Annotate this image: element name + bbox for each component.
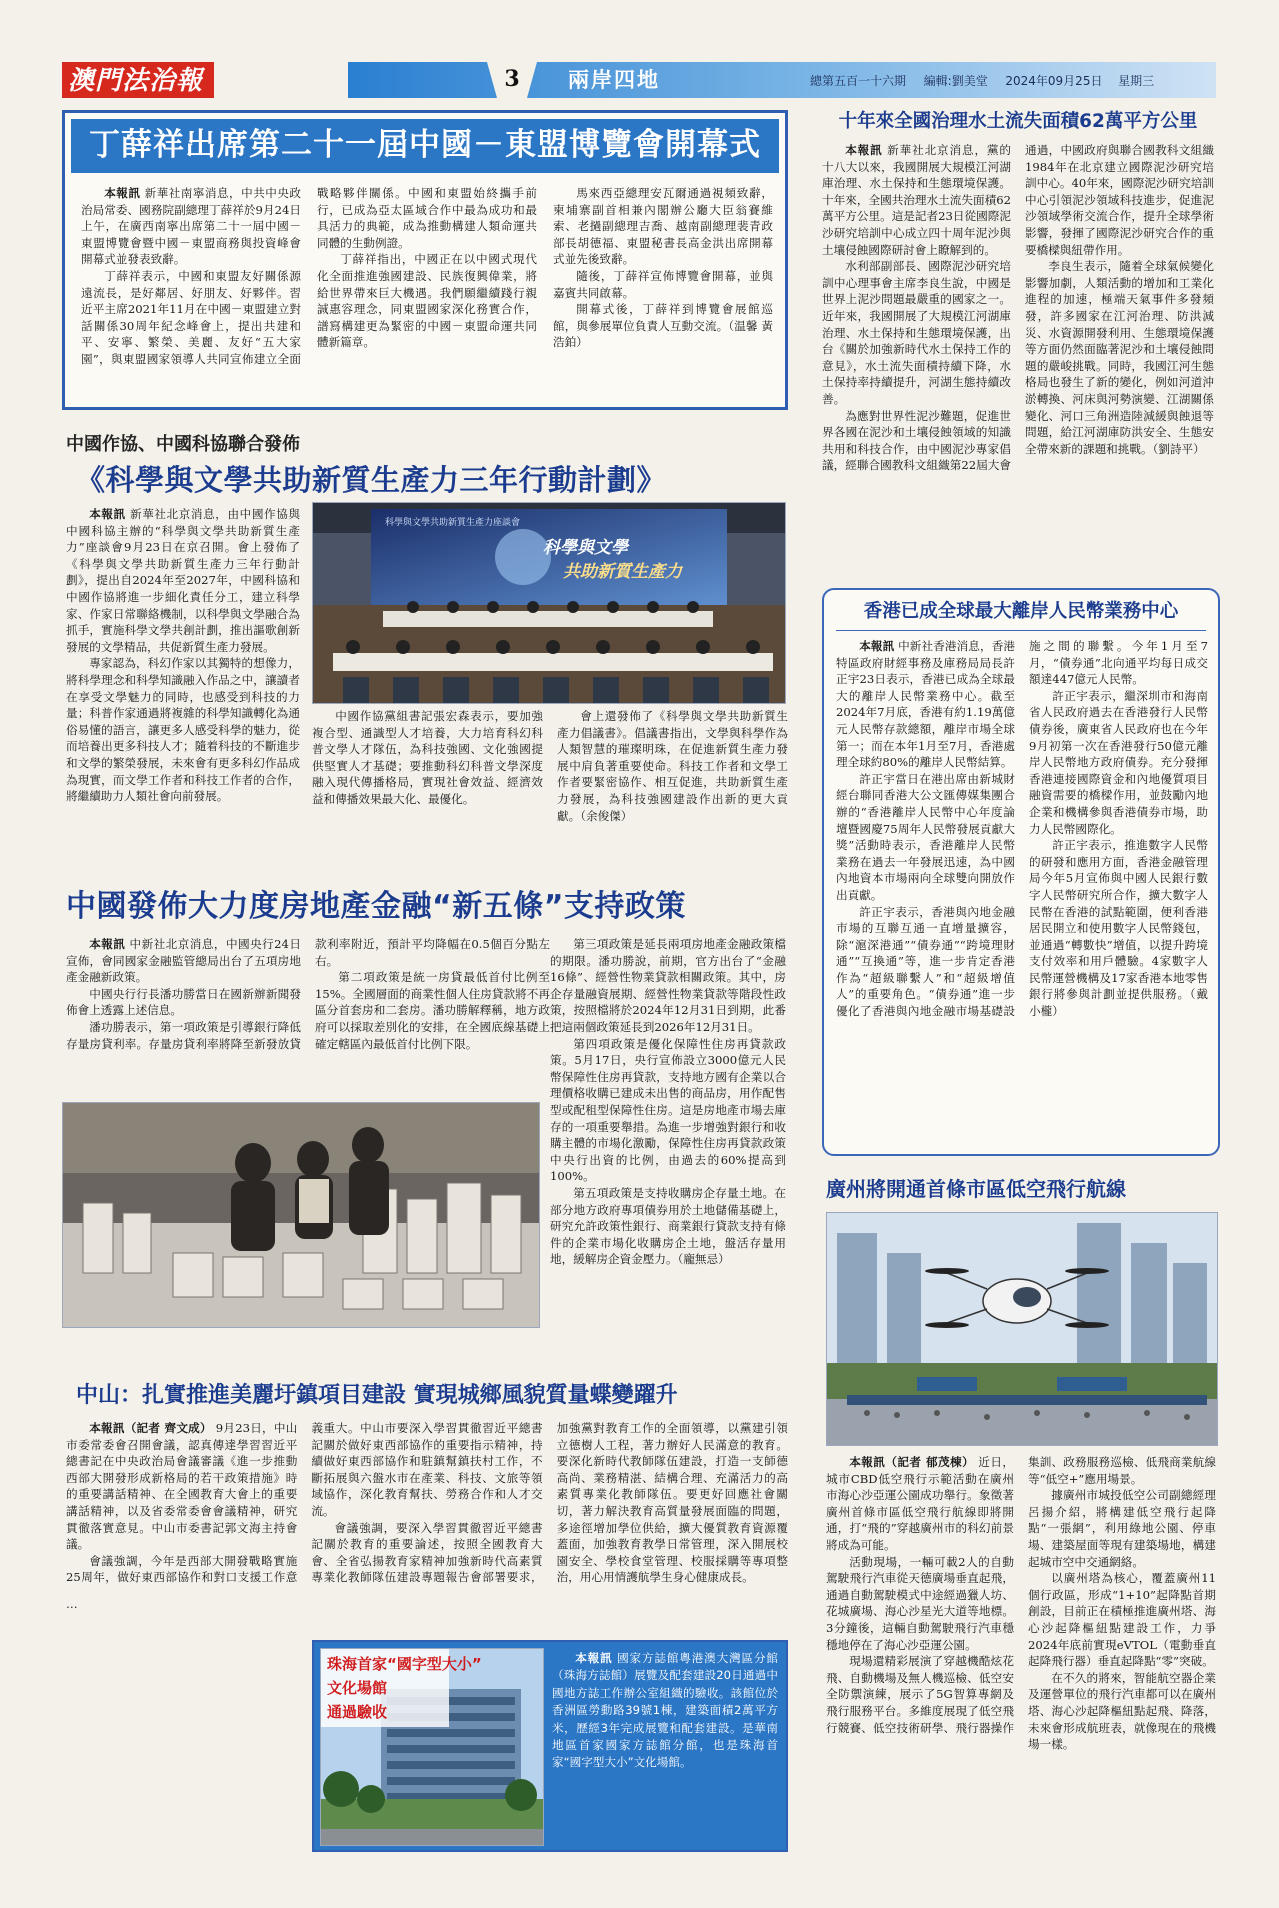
article-title: 《科學與文學共助新質生產力三年行動計劃》 [76, 463, 667, 497]
paragraph: 潘功勝表示，第一項政策是引導銀行降低存量房貸利率。存量房貸利率將降至新發放貸款利率附近，預計平均降幅在0.5個百分點左右。 [66, 937, 550, 1051]
title-underline [836, 630, 1206, 631]
article-body [826, 1454, 1216, 1852]
article-title: 十年來全國治理水土流失面積62萬平方公里 [838, 111, 1198, 132]
article-body [81, 185, 773, 401]
paragraph: 許正宇表示，繼深圳市和海南省人民政府過去在香港發行人民幣債券後，廣東省人民政府也在今年9月初第一次在香港發行50億元離岸人民幣地方政府債券。充分發揮香港連接國際資金和內地優質項目融資需要的橋樑作用，並鼓勵內地企業和機構參與香港債券市場，助力人民幣國際化。 [1029, 688, 1208, 836]
paragraph: 第二項政策是統一房貸最低首付比例至15%。全國層面的商業性個人住房貸款將不再區分首套房和二套房。潘功勝解釋稱，地方政府可以採取差別化的安排，在全國底線基礎上確定轄區內最低首付比例下限。 [315, 970, 550, 1051]
masthead-logo-text: 澳門法治報 [68, 66, 204, 96]
article-title: 廣州將開通首條市區低空飛行航線 [826, 1177, 1126, 1201]
page-number: 3 [504, 66, 520, 92]
article-body [836, 638, 1208, 1150]
paragraph: 許正宇表示，推進數字人民幣的研發和應用方面，香港金融管理局今年5月宣佈與中國人民銀行數字人民幣研究所合作，擴大數字人民幣在香港的試點範圍，便利香港居民開立和使用數字人民幣錢包，並通過“轉數快”增值，以提升跨境支付效率和用戶體驗。4家數字人民幣運營機構及17家香港本地零售銀行將參與計劃並提供服務。（戴小櫳） [1029, 838, 1208, 1019]
paragraph: 許正宇當日在港出席由新城財經台聯同香港大公文匯傳媒集團合辦的“香港離岸人民幣中心年度論壇暨國慶75周年人民幣發展貢獻大獎”活動時表示，香港離岸人民幣業務在過去一年發展迅速，為中國內地資本市場兩向全球雙向開放作出貢獻。 [836, 771, 1015, 902]
article-body [822, 142, 1214, 566]
sales-office-photo [62, 1102, 540, 1328]
paragraph: 隨後，丁薛祥宣佈博覽會開幕，並與嘉賓共同啟幕。 [553, 268, 773, 300]
masthead-info [810, 72, 1216, 90]
article-title: 中山：扎實推進美麗圩鎮項目建設 實現城鄉風貌質量蝶變躍升 [76, 1383, 678, 1408]
article-science-literature [62, 428, 788, 840]
conference-photo [312, 502, 786, 704]
article-ding-xuexiang [62, 110, 788, 410]
article-hk-offshore-rmb [822, 588, 1220, 1156]
paragraph: 為應對世界性泥沙難題，促進世界各國在泥沙和土壤侵蝕領域的知識共用和科技合作，由中國泥沙專家倡議，經聯合國教科文組織第22屆大會通過，中國政府與聯合國教科文組織1984年在北京建立國際泥沙研究培訓中心。40年來，國際泥沙研究培訓中心引領泥沙領域科技進步，促進泥沙領域學術交流合作，提升全球學術影響，發揮了國際泥沙研究合作的重要橋樑與紐帶作用。 [822, 143, 1214, 473]
paragraph: 在不久的將來，智能航空器企業及運營單位的飛行汽車都可以在廣州塔、海心沙起降樞紐點起飛、降落，未來會形成航班表，就像現在的飛機場一樣。 [1028, 1670, 1216, 1752]
paragraph: 中國作協黨組書記張宏森表示，要加強複合型、通識型人才培養，大力培育科幻科普文學人才隊伍，為科技強國、文化強國提供堅實人才基礎；要推動科幻科普文學深度融入現代傳播格局，實現社會效益、經濟效益和傳播效果最大化、最優化。 [312, 709, 543, 806]
screen-banner: 科學與文學共助新質生產力座談會 [385, 518, 521, 528]
article-body [552, 1650, 778, 1844]
section-name: 兩岸四地 [568, 68, 660, 92]
paragraph: 丁薛祥表示，中國和東盟友好關係源遠流長，是好鄰居、好朋友、好夥伴。習近平主席2021年11月在中國－東盟建立對話關係30周年紀念峰會上，提出共建和平、安寧、繁榮、美麗、友好“五大家園”，與東盟國家領導人共同宣佈建立全面戰略夥伴關係。中國和東盟始終攜手前行，已成為亞太區域合作中最為成功和最具活力的典範，成為推動構建人類命運共同體的生動例證。 [81, 186, 537, 366]
paragraph: 第四項政策是優化保障性住房再貸款政策。5月17日，央行宣佈設立3000億元人民幣保障性住房再貸款，支持地方國有企業以合理價格收購已建成未出售的商品房，用作配售型或配租型保障性住房。這是房地產市場去庫存的一項重要舉措。為進一步增強對銀行和收購主體的市場化激勵，保障性住房再貸款政策中央行出資的比例，由過去的60%提高到100%。 [550, 1036, 786, 1184]
paragraph: 現場還精彩展演了穿越機酷炫花飛、自動機場及無人機巡檢、低空安全防禦演練，展示了5G智算專網及飛行服務平台。多維度展現了低空飛行競賽、低空技術研學、飛行器操作集訓、政務服務巡檢、低飛商業航線等“低空+”應用場景。 [826, 1455, 1216, 1735]
paragraph: 許正宇表示，香港與內地金融市場的互聯互通一直增量擴容，除“滬深港通”“債券通”“跨境理財通”“互換通”等，進一步肯定香港作為“超級聯繫人”和“超級增值人”的重要角色。“債券通”進一步優化了香港與內地金融市場基礎設施之間的聯繫。今年1月至7月，“債券通”北向通平均每日成交額達447億元人民幣。 [836, 639, 1208, 1019]
article-kicker: 中國作協、中國科協聯合發佈 [66, 434, 300, 455]
article-real-estate-policy [62, 886, 788, 1364]
paragraph: 第五項政策是支持收購房企存量土地。在部分地方政府專項債券用於土地儲備基礎上，研究允許政策性銀行、商業銀行貸款支持有條件的企業市場化收購房企土地，盤活存量用地，緩解房企資金壓力。（龐無忌） [550, 1185, 786, 1267]
paragraph: 會上還發佈了《科學與文學共助新質生產力倡議書》。倡議書指出，文學與科學作為人類智慧的璀璨明珠，在促進新質生產力發展中肩負著重要使命。科技工作者和文學工作者要緊密協作、相互促進，共助新質生產力發展，為科技強國建設作出新的更大貢獻。（余俊傑） [557, 709, 788, 823]
paragraph: 本報訊（記者 郁茂棟） 近日，城市CBD低空飛行示範活動在廣州市海心沙亞運公園成功舉行。象徵著廣州首條市區低空飛行航線即將開通，打“飛的”穿越廣州市的科幻前景將成為可能。 [826, 1455, 1014, 1552]
paragraph: 中國央行行長潘功勝當日在國新辦新聞發佈會上透露上述信息。 [66, 986, 301, 1018]
editor: 編輯:劉美堂 [923, 74, 988, 88]
masthead [62, 62, 1216, 100]
paragraph: 第三項政策是延長兩項房地產金融政策檔的期限。潘功勝說，前期，官方出台了“金融16條”、經營性物業貸款相關政策。其中，房企存量融資展期、經營性物業貸款等階段性政策，按照檔將於2024年12月31日到期，此番把這兩個政策延長到2026年12月31日。 [550, 937, 786, 1034]
issue-number: 總第五百一十六期 [810, 74, 907, 88]
article-zhuhai-museum [312, 1640, 788, 1852]
article-body-right [550, 936, 786, 1364]
paragraph: … [66, 1597, 78, 1611]
article-title: 香港已成全球最大離岸人民幣業務中心 [863, 601, 1179, 622]
paragraph: 開幕式後，丁薛祥到博覽會展館巡館，與參展單位負責人互動交流。（温馨 黃浩鉑） [553, 302, 773, 350]
flying-car-photo [826, 1212, 1218, 1446]
conference-scene [313, 503, 785, 703]
paragraph: 本報訊 新華社北京消息，由中國作協與中國科協主辦的“科學與文學共助新質生產力”座談會9月23日在京召開。會上發佈了《科學與文學共助新質生產力三年行動計劃》，提出自2024年至2027年，中國科協和中國作協將進一步細化責任分工，建立科學家、作家日常聯絡機制，以科學與文學融合為抓手，實施科學文學共創計劃，推出謳歌創新發展的文學精品，共促新質生產力發展。 [66, 507, 300, 654]
article-guangzhou-low-altitude [822, 1174, 1220, 1854]
paragraph: 本報訊 國家方誌館粵港澳大灣區分館（珠海方誌館）展覽及配套建設20日通過中國地方誌工作辦公室組織的驗收。該館位於香洲區勞動路39號1棟，建築面積2萬平方米，歷經3年完成展覽和配套建設。是華南地區首家國家方誌館分館，也是珠海首家“國字型大小”文化場館。 [552, 1651, 778, 1770]
housing-model-scene [63, 1103, 539, 1327]
paragraph: 活動現場，一輛可載2人的自動駕駛飛行汽車從天德廣場垂直起飛，通過自動駕駛模式中途經過獵人坊、花城廣場、海心沙星光大道等地標。3分鐘後，這輛自動駕駛飛行汽車穩穩地停在了海心沙亞運公園。 [826, 1554, 1014, 1652]
weekday: 星期三 [1118, 74, 1155, 88]
museum-photo [320, 1648, 544, 1846]
paragraph: 會議強調，今年是西部大開發戰略實施25周年，做好東西部協作和對口支援工作意義重大。中山市要深入學習貫徹習近平總書記關於做好東西部協作的重要指示精神，持續做好東西部協作和駐鎮幫鎮扶村工作，不斷拓展與六盤水市在產業、科技、文旅等領域協作，深化教育幫扶、勞務合作和人才交流。 [66, 1421, 543, 1585]
museum-caption-2: 文化場館 [327, 1679, 388, 1697]
museum-caption-3: 通過驗收 [327, 1703, 388, 1721]
article-body-right [312, 708, 788, 838]
article-body-left [66, 1596, 300, 1856]
article-body-top [66, 1420, 788, 1594]
paragraph: 專家認為，科幻作家以其獨特的想像力，將科學理念和科學知識融入作品之中，讓讀者在享受文學魅力的同時，也感受到科技的力量；科普作家通過將複雜的科學知識轉化為通俗易懂的語言，讓更多人感受科學的魅力，從而培養出更多科技人才；隨着科技的不斷進步和文學的繁榮發展，未來會有更多科幻作品成為現實，而文學工作者和科技工作者的合作，將繼續助力人類社會向前發展。 [66, 656, 300, 804]
article-title: 丁薛祥出席第二十一屆中國－東盟博覽會開幕式 [89, 127, 761, 163]
flying-car-scene [827, 1213, 1217, 1445]
paragraph: 本報訊 中新社北京消息，中國央行24日宣佈，會同國家金融監管總局出台了五項房地產金融新政策。 [66, 937, 301, 985]
paragraph: 丁薛祥指出，中國正在以中國式現代化全面推進強國建設、民族復興偉業，將給世界帶來巨大機遇。我們願繼續踐行親誠惠容理念，同東盟國家深化務實合作，譜寫構建更為緊密的中國－東盟命運共同體新篇章。 [317, 252, 537, 350]
paragraph: 水利部副部長、國際泥沙研究培訓中心理事會主席李良生說，中國是世界上泥沙問題最嚴重的國家之一。近年來，我國開展了大規模江河湖庫治理、水土保持和生態環境保護，出台《關於加強新時代水土保持工作的意見》，水土流失面積持續下降，水土保持率持續提升，河湖生態持續改善。 [822, 259, 1011, 406]
paragraph: 本報訊 中新社香港消息，香港特區政府財經事務及庫務局局長許正宇23日表示，香港已成為全球最大的離岸人民幣業務中心。截至2024年7月底，香港有約1.19萬億元人民幣存款總額，離岸市場全球第一；而在本年1月至7月，香港處理全球約80%的離岸人民幣結算。 [836, 639, 1015, 770]
article-body-left [66, 506, 300, 838]
screen-title-1: 科學與文學 [543, 538, 628, 558]
article-title: 中國發佈大力度房地產金融“新五條”支持政策 [66, 889, 686, 924]
date: 2024年09月25日 [1005, 74, 1103, 88]
screen-title-2: 共助新質生產力 [563, 562, 682, 582]
paragraph: 會議強調，要深入學習貫徹習近平總書記關於教育的重要論述，按照全國教育大會、全省弘揚教育家精神加強新時代高素質專業化教師隊伍建設專題報告會部署要求，加強黨對教育工作的全面領導，以黨建引領立德樹人工程，著力辦好人民滿意的教育。要深化新時代教師隊伍建設，打造一支師德高尚、業務精湛、結構合理、充滿活力的高素質專業化教師隊伍。要更好回應社會關切，著力解決教育高質量發展面臨的問題，多途徑增加學位供給，擴大優質教育資源覆蓋面，加強教育教學日常管理，深入開展校園安全、學校食堂管理、校服採購等專項整治，用心用情護航學生身心健康成長。 [311, 1421, 788, 1585]
paragraph: 馬來西亞總理安瓦爾通過視頻致辭，柬埔寨副首相兼內閣辦公廳大臣翁賽維索、老撾副總理吉喬、越南副總理裴青政部長胡德福、東盟秘書長高金洪出席開幕式並先後致辭。 [553, 186, 773, 267]
paragraph: 本報訊 新華社南寧消息，中共中央政治局常委、國務院副總理丁薛祥於9月24日上午，在廣西南寧出席第二十一屆中國－東盟博覽會暨中國－東盟商務與投資峰會開幕式並發表致辭。 [81, 186, 301, 267]
paragraph: 本報訊 新華社北京消息，黨的十八大以來，我國開展大規模江河湖庫治理、水土保持和生態環境保護。十年來，全國共治理水土流失面積62萬平方公里。這是記者23日從國際泥沙研究培訓中心成立四十周年泥沙與土壤侵蝕國際研討會上瞭解到的。 [822, 143, 1011, 257]
paragraph: 以廣州塔為核心，覆蓋廣州11個行政區，形成“1+10”起降點首期創設，目前正在積極推進廣州塔、海心沙起降樞紐點建設工作，力爭2024年底前實現eVTOL（電動垂直起降飛行器）垂直起降點“零”突破。 [1028, 1571, 1216, 1669]
article-soil-erosion [818, 108, 1218, 568]
paragraph: 李良生表示，隨着全球氣候變化影響加劇，人類活動的增加和工業化進程的加速，極端天氣事件多發頻發，許多國家在江河治理、防洪減災、水資源開發利用、生態環境保護等方面仍然面臨著泥沙和土壤侵蝕問題的嚴峻挑戰。同時，我國江河生態格局也發生了新的變化，例如河道沖淤轉換、河床與河勢演變、江湖關係變化、河口三角洲造陸減緩與蝕退等問題，給江河湖庫防洪安全、生態安全帶來新的課題和挑戰。（劉詩平） [1025, 259, 1214, 456]
museum-caption-1: 珠海首家“國字型大小” [327, 1655, 482, 1673]
paragraph: 據廣州市城投低空公司副總經理呂揚介紹，將構建低空飛行起降點“一張網”，利用綠地公園、停車場、建築屋面等現有建築場地，構建起城市空中交通網絡。 [1028, 1488, 1216, 1569]
paragraph: 本報訊（記者 齊文成） 9月23日，中山市委常委會召開會議，認真傳達學習習近平總書記在中央政治局會議審議《進一步推動西部大開發形成新格局的若干政策措施》時的重要講話精神、在全國教育大會上的重要講話精神，以及省委常委會會議精神，研究貫徹落實意見。中山市委書記郭文海主持會議。 [66, 1421, 298, 1552]
